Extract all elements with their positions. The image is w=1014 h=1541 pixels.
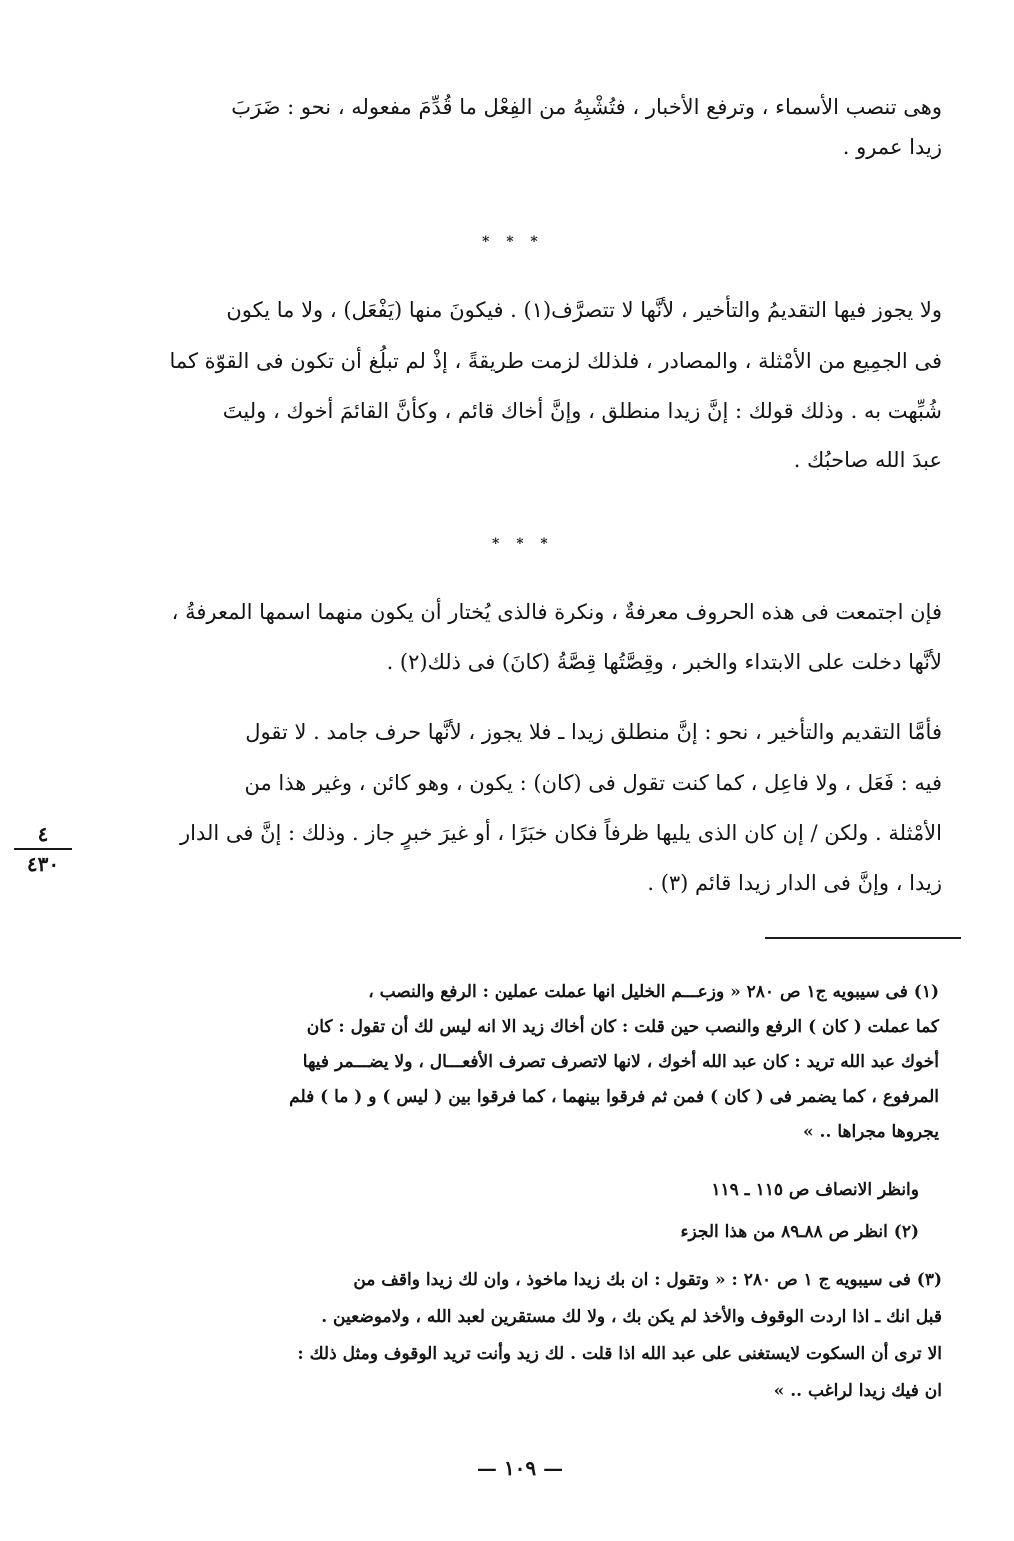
- margin-reference-top: ٤: [14, 822, 72, 850]
- paragraph-1-line-1: وهى تنصب الأسماء ، وترفع الأخبار ، فتُشْبِهُ من الفِعْل ما قُدِّمَ مفعوله ، نحو : ضَرَبَ: [231, 95, 942, 119]
- footnote-1-line-2: كما عملت ( كان ) الرفع والنصب حين قلت : كان أخاك زيد الا انه ليس لك أن تقول : كان: [306, 1017, 939, 1037]
- footnote-1-line-6: وانظر الانصاف ص ١١٥ ـ ١١٩: [711, 1180, 919, 1200]
- footnote-3-line-2: قبل انك ـ اذا اردت الوقوف والأخذ لم يكن بك ، ولا لك مستقرين لعبد الله ، ولاموضعين .: [321, 1307, 942, 1327]
- paragraph-4-line-3: الأمْثلة . ولكن / إن كان الذى يليها ظرفاً فكان خبَرًا ، أو غيرَ خبرٍ جاز . وذلك : إنَّ فى الدار: [179, 821, 942, 845]
- footnote-1-line-3: أخوك عبد الله تريد : كان عبد الله أخوك ، لانها لاتصرف تصرف الأفعـــال ، ولا يضـــمر فيها: [302, 1052, 939, 1072]
- paragraph-4-line-2: فيه : فَعَل ، ولا فاعِل ، كما كنت تقول فى (كان) : يكون ، وهو كائن ، وغير هذا من: [244, 771, 942, 795]
- footnote-1-line-5: يجروها مجراها .. »: [803, 1122, 939, 1142]
- margin-page-reference: [14, 822, 72, 878]
- footnote-3-line-4: ان فيك زيدا لراغب .. »: [773, 1381, 942, 1401]
- paragraph-2-line-3: شُبِّهت به . وذلك قولك : إنَّ زيدا منطلق ، وإنَّ أخاك قائم ، وكأنَّ القائمَ أخوك ، وليتَ: [222, 399, 942, 423]
- paragraph-1-line-2: زيدا عمرو .: [842, 135, 942, 159]
- paragraph-3-line-1: فإن اجتمعت فى هذه الحروف معرفةٌ ، ونكرة فالذى يُختار أن يكون منهما اسمها المعرفةُ ،: [171, 600, 942, 624]
- margin-reference-bottom: ٤٣٠: [26, 852, 60, 876]
- paragraph-2-line-4: عبدَ الله صاحبُك .: [793, 448, 942, 472]
- page-number: — ١٠٩ —: [476, 1456, 564, 1480]
- section-separator-2: * * *: [492, 536, 554, 552]
- paragraph-4-line-1: فأمَّا التقديم والتأخير ، نحو : إنَّ منطلق زيدا ـ فلا يجوز ، لأنَّها حرف جامد . لا تقول: [245, 720, 942, 744]
- section-separator-1: * * *: [482, 234, 544, 250]
- footnote-2-line-1: (٢) انظر ص ٨٨ـ٨٩ من هذا الجزء: [680, 1222, 919, 1242]
- paragraph-4-line-4: زيدا ، وإنَّ فى الدار زيدا قائم (٣) .: [647, 871, 942, 895]
- footnote-1-line-4: المرفوع ، كما يضمر فى ( كان ) فمن ثم فرقوا بينهما ، كما فرقوا بين ( ليس ) و ( ما ) فلم: [289, 1087, 939, 1107]
- footnote-divider: [765, 937, 961, 939]
- footnote-3-line-3: الا ترى أن السكوت لايستغنى على عبد الله اذا قلت . لك زيد وأنت تريد الوقوف ومثل ذلك :: [297, 1344, 942, 1364]
- footnote-3-line-1: (٣) فى سيبويه ج ١ ص ٢٨٠ : « وتقول : ان بك زيدا ماخوذ ، وان لك زيدا واقف من: [353, 1270, 942, 1290]
- paragraph-3-line-2: لأنَّها دخلت على الابتداء والخبر ، وقِصَّتُها قِصَّةُ (كانَ) فى ذلك(٢) .: [386, 650, 942, 674]
- paragraph-2-line-1: ولا يجوز فيها التقديمُ والتأخير ، لأنَّها لا تتصرَّف(١) . فيكونَ منها (يَفْعَل) ، ولا ما يكون: [226, 298, 942, 322]
- paragraph-2-line-2: فى الجمِيع من الأمْثلة ، والمصادر ، فلذلك لزمت طريقةً ، إذْ لم تبلُغ أن تكون فى القوّة كما: [169, 349, 942, 373]
- footnote-1-line-1: (١) فى سيبويه ج١ ص ٢٨٠ « وزعـــم الخليل انها عملت عملين : الرفع والنصب ،: [368, 982, 939, 1002]
